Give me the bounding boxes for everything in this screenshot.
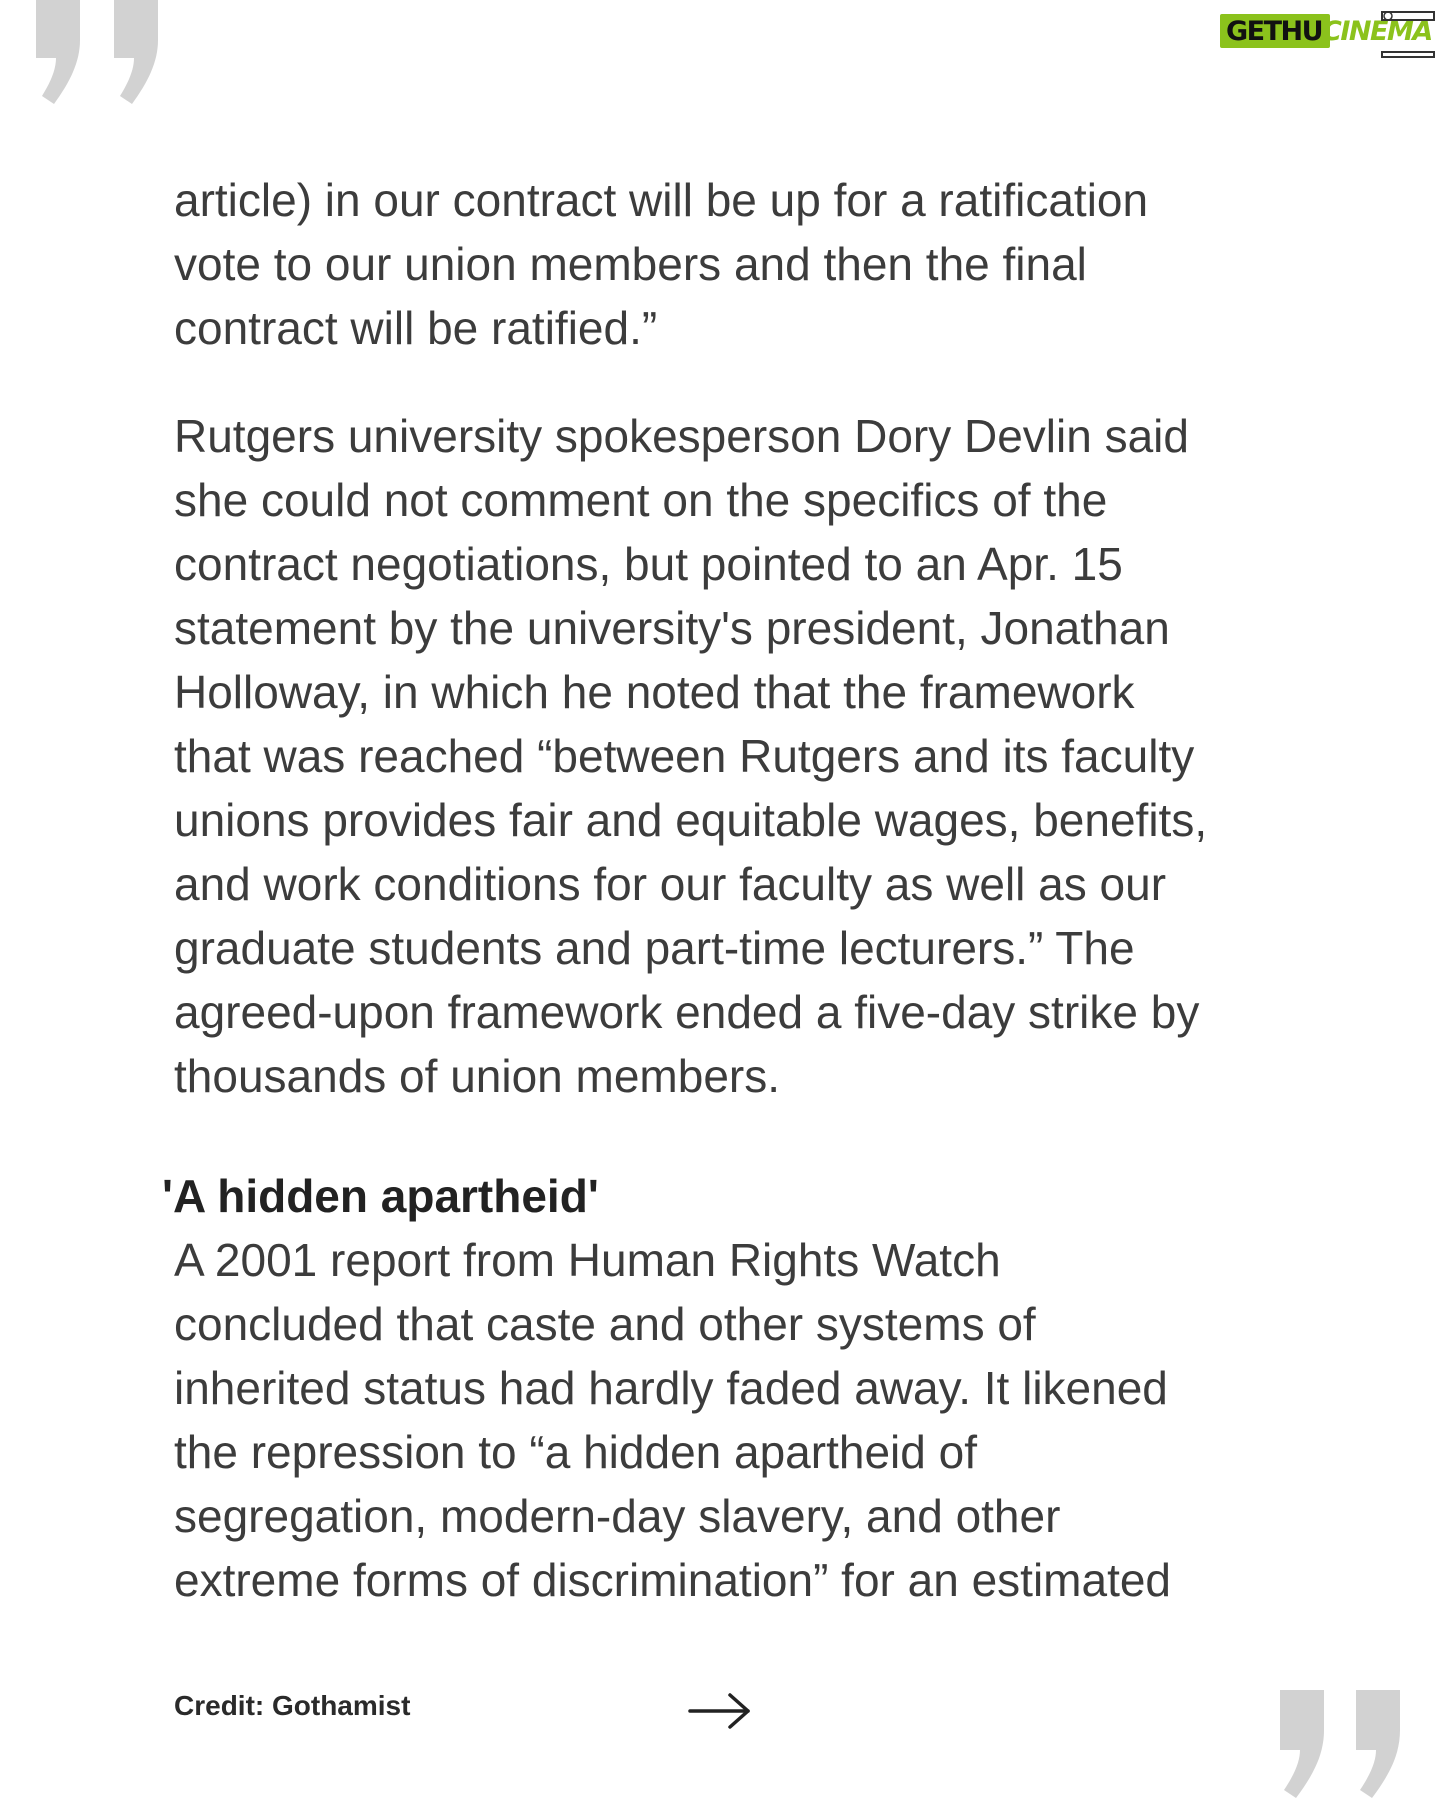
article-body <box>162 168 1294 1656</box>
text-line: Rutgers university spokesperson Dory Devlin said <box>174 410 1189 462</box>
text-line: statement by the university's president, Jonathan <box>174 602 1170 654</box>
logo-part-1: GETHU <box>1226 16 1323 47</box>
section-hidden-apartheid <box>162 1164 1294 1612</box>
right-arrow-icon[interactable] <box>688 1692 752 1730</box>
text-line: unions provides fair and equitable wages, benefits, <box>174 794 1208 846</box>
logo-part-2: CINEMA <box>1322 16 1432 47</box>
text-line: vote to our union members and then the final <box>174 238 1087 290</box>
close-quote-icon <box>1262 1690 1412 1800</box>
film-strip-icon <box>1380 10 1436 58</box>
text-line: inherited status had hardly faded away. It likened <box>174 1362 1168 1414</box>
text-line: thousands of union members. <box>174 1050 781 1102</box>
text-line: contract negotiations, but pointed to an Apr. 15 <box>174 538 1123 590</box>
text-line: the repression to “a hidden apartheid of <box>174 1426 977 1478</box>
text-line: she could not comment on the specifics of the <box>174 474 1108 526</box>
paragraph-1 <box>174 168 1294 360</box>
text-line: concluded that caste and other systems of <box>174 1298 1036 1350</box>
text-line: extreme forms of discrimination” for an estimated <box>174 1554 1172 1606</box>
text-line: article) in our contract will be up for a ratification <box>174 174 1149 226</box>
gethu-cinema-logo <box>1220 10 1438 60</box>
text-line: agreed-upon framework ended a five-day strike by <box>174 986 1200 1038</box>
open-quote-icon <box>28 0 178 115</box>
text-line: segregation, modern-day slavery, and other <box>174 1490 1061 1542</box>
text-line: and work conditions for our faculty as well as our <box>174 858 1167 910</box>
text-line: graduate students and part-time lecturers.” The <box>174 922 1135 974</box>
paragraph-2 <box>174 404 1294 1108</box>
text-line: Holloway, in which he noted that the framework <box>174 666 1135 718</box>
text-line: contract will be ratified.” <box>174 302 658 354</box>
section-heading: 'A hidden apartheid' <box>162 1170 599 1222</box>
text-line: A 2001 report from Human Rights Watch <box>174 1234 1001 1286</box>
credit-label: Credit: Gothamist <box>174 1690 411 1721</box>
text-line: that was reached “between Rutgers and its faculty <box>174 730 1195 782</box>
